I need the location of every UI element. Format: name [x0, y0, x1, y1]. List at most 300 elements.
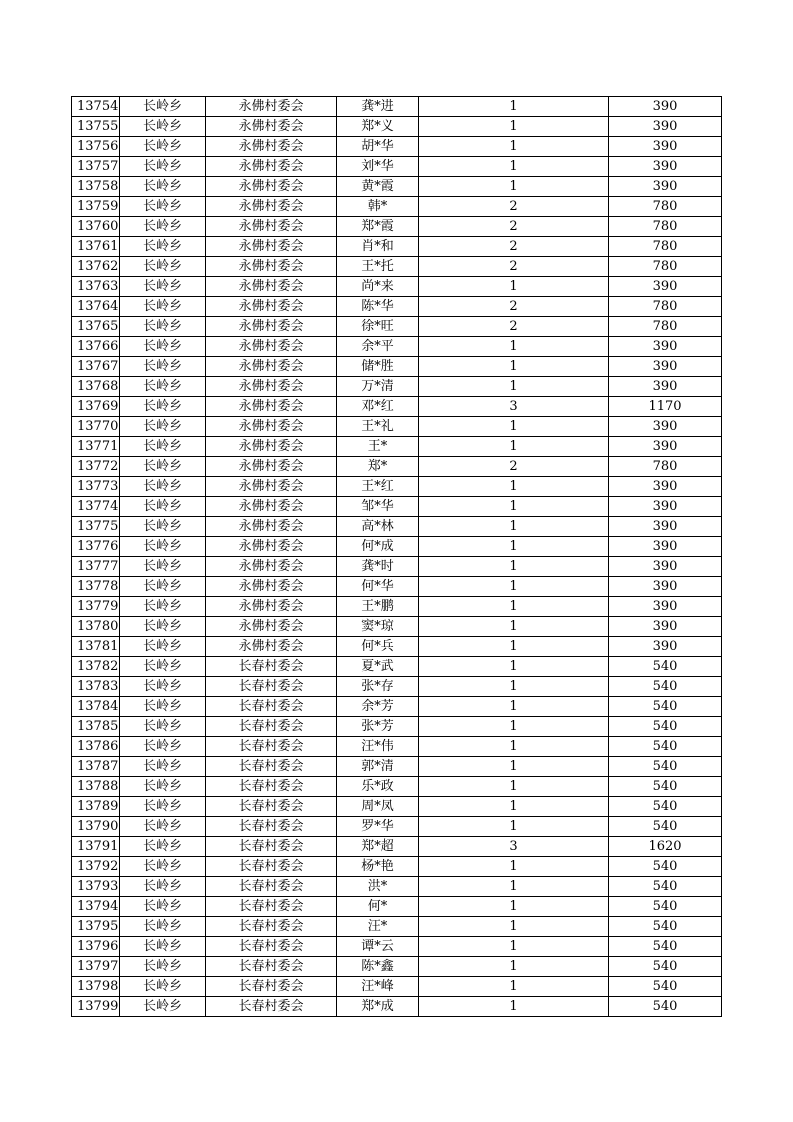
- table-row: [72, 337, 722, 357]
- village-committee-cell: 长春村委会: [206, 997, 337, 1017]
- name-cell: 王*托: [337, 257, 419, 277]
- township-cell: 长岭乡: [120, 597, 206, 617]
- count-cell: 1: [419, 657, 609, 677]
- table-row: [72, 897, 722, 917]
- name-cell: 杨*艳: [337, 857, 419, 877]
- amount-cell: 390: [609, 557, 722, 577]
- township-cell: 长岭乡: [120, 697, 206, 717]
- table-row: [72, 137, 722, 157]
- row-number-cell: 13787: [72, 757, 120, 777]
- name-cell: 夏*武: [337, 657, 419, 677]
- township-cell: 长岭乡: [120, 557, 206, 577]
- village-committee-cell: 永佛村委会: [206, 377, 337, 397]
- name-cell: 徐*旺: [337, 317, 419, 337]
- row-number-cell: 13798: [72, 977, 120, 997]
- amount-cell: 540: [609, 877, 722, 897]
- name-cell: 邓*红: [337, 397, 419, 417]
- row-number-cell: 13769: [72, 397, 120, 417]
- township-cell: 长岭乡: [120, 917, 206, 937]
- township-cell: 长岭乡: [120, 437, 206, 457]
- township-cell: 长岭乡: [120, 257, 206, 277]
- amount-cell: 390: [609, 377, 722, 397]
- name-cell: 郑*霞: [337, 217, 419, 237]
- table-row: [72, 557, 722, 577]
- township-cell: 长岭乡: [120, 797, 206, 817]
- village-committee-cell: 长春村委会: [206, 957, 337, 977]
- row-number-cell: 13772: [72, 457, 120, 477]
- village-committee-cell: 长春村委会: [206, 697, 337, 717]
- village-committee-cell: 永佛村委会: [206, 457, 337, 477]
- village-committee-cell: 永佛村委会: [206, 617, 337, 637]
- table-row: [72, 497, 722, 517]
- township-cell: 长岭乡: [120, 477, 206, 497]
- table-row: [72, 677, 722, 697]
- count-cell: 1: [419, 177, 609, 197]
- amount-cell: 540: [609, 777, 722, 797]
- row-number-cell: 13759: [72, 197, 120, 217]
- township-cell: 长岭乡: [120, 937, 206, 957]
- name-cell: 王*: [337, 437, 419, 457]
- count-cell: 1: [419, 857, 609, 877]
- count-cell: 1: [419, 757, 609, 777]
- village-committee-cell: 长春村委会: [206, 937, 337, 957]
- village-committee-cell: 永佛村委会: [206, 97, 337, 117]
- count-cell: 1: [419, 597, 609, 617]
- row-number-cell: 13764: [72, 297, 120, 317]
- row-number-cell: 13779: [72, 597, 120, 617]
- name-cell: 周*凤: [337, 797, 419, 817]
- row-number-cell: 13793: [72, 877, 120, 897]
- amount-cell: 540: [609, 657, 722, 677]
- amount-cell: 540: [609, 797, 722, 817]
- table-row: [72, 997, 722, 1017]
- row-number-cell: 13756: [72, 137, 120, 157]
- table-body: [72, 97, 722, 1017]
- village-committee-cell: 长春村委会: [206, 777, 337, 797]
- name-cell: 张*芳: [337, 717, 419, 737]
- township-cell: 长岭乡: [120, 277, 206, 297]
- row-number-cell: 13789: [72, 797, 120, 817]
- township-cell: 长岭乡: [120, 317, 206, 337]
- row-number-cell: 13763: [72, 277, 120, 297]
- township-cell: 长岭乡: [120, 337, 206, 357]
- table-row: [72, 517, 722, 537]
- township-cell: 长岭乡: [120, 957, 206, 977]
- township-cell: 长岭乡: [120, 117, 206, 137]
- table-row: [72, 177, 722, 197]
- amount-cell: 390: [609, 437, 722, 457]
- village-committee-cell: 永佛村委会: [206, 317, 337, 337]
- table-row: [72, 217, 722, 237]
- row-number-cell: 13761: [72, 237, 120, 257]
- township-cell: 长岭乡: [120, 837, 206, 857]
- name-cell: 黄*霞: [337, 177, 419, 197]
- amount-cell: 390: [609, 617, 722, 637]
- village-committee-cell: 永佛村委会: [206, 177, 337, 197]
- name-cell: 郑*超: [337, 837, 419, 857]
- amount-cell: 1620: [609, 837, 722, 857]
- count-cell: 1: [419, 697, 609, 717]
- row-number-cell: 13754: [72, 97, 120, 117]
- count-cell: 1: [419, 97, 609, 117]
- amount-cell: 540: [609, 957, 722, 977]
- township-cell: 长岭乡: [120, 357, 206, 377]
- name-cell: 乐*政: [337, 777, 419, 797]
- table-row: [72, 577, 722, 597]
- village-committee-cell: 长春村委会: [206, 877, 337, 897]
- count-cell: 2: [419, 197, 609, 217]
- table-row: [72, 657, 722, 677]
- count-cell: 1: [419, 977, 609, 997]
- township-cell: 长岭乡: [120, 717, 206, 737]
- row-number-cell: 13799: [72, 997, 120, 1017]
- village-committee-cell: 永佛村委会: [206, 597, 337, 617]
- row-number-cell: 13758: [72, 177, 120, 197]
- township-cell: 长岭乡: [120, 297, 206, 317]
- table-row: [72, 837, 722, 857]
- name-cell: 何*成: [337, 537, 419, 557]
- township-cell: 长岭乡: [120, 777, 206, 797]
- row-number-cell: 13762: [72, 257, 120, 277]
- row-number-cell: 13778: [72, 577, 120, 597]
- count-cell: 1: [419, 377, 609, 397]
- table-row: [72, 477, 722, 497]
- township-cell: 长岭乡: [120, 617, 206, 637]
- count-cell: 1: [419, 997, 609, 1017]
- row-number-cell: 13776: [72, 537, 120, 557]
- amount-cell: 540: [609, 717, 722, 737]
- township-cell: 长岭乡: [120, 677, 206, 697]
- amount-cell: 390: [609, 477, 722, 497]
- amount-cell: 780: [609, 237, 722, 257]
- amount-cell: 390: [609, 97, 722, 117]
- name-cell: 龚*进: [337, 97, 419, 117]
- row-number-cell: 13790: [72, 817, 120, 837]
- name-cell: 汪*伟: [337, 737, 419, 757]
- name-cell: 汪*: [337, 917, 419, 937]
- township-cell: 长岭乡: [120, 737, 206, 757]
- row-number-cell: 13777: [72, 557, 120, 577]
- village-committee-cell: 永佛村委会: [206, 197, 337, 217]
- count-cell: 1: [419, 437, 609, 457]
- village-committee-cell: 永佛村委会: [206, 477, 337, 497]
- row-number-cell: 13791: [72, 837, 120, 857]
- count-cell: 1: [419, 957, 609, 977]
- table-row: [72, 437, 722, 457]
- table-row: [72, 857, 722, 877]
- count-cell: 1: [419, 637, 609, 657]
- table-row: [72, 157, 722, 177]
- amount-cell: 540: [609, 897, 722, 917]
- amount-cell: 390: [609, 157, 722, 177]
- row-number-cell: 13785: [72, 717, 120, 737]
- township-cell: 长岭乡: [120, 897, 206, 917]
- amount-cell: 540: [609, 757, 722, 777]
- table-row: [72, 697, 722, 717]
- name-cell: 刘*华: [337, 157, 419, 177]
- name-cell: 尚*来: [337, 277, 419, 297]
- count-cell: 1: [419, 157, 609, 177]
- table-row: [72, 257, 722, 277]
- township-cell: 长岭乡: [120, 137, 206, 157]
- table-row: [72, 377, 722, 397]
- township-cell: 长岭乡: [120, 857, 206, 877]
- row-number-cell: 13788: [72, 777, 120, 797]
- row-number-cell: 13775: [72, 517, 120, 537]
- row-number-cell: 13768: [72, 377, 120, 397]
- count-cell: 2: [419, 297, 609, 317]
- count-cell: 1: [419, 357, 609, 377]
- township-cell: 长岭乡: [120, 537, 206, 557]
- data-table: [71, 96, 722, 1017]
- table-row: [72, 277, 722, 297]
- amount-cell: 390: [609, 277, 722, 297]
- count-cell: 1: [419, 117, 609, 137]
- village-committee-cell: 永佛村委会: [206, 357, 337, 377]
- village-committee-cell: 永佛村委会: [206, 217, 337, 237]
- township-cell: 长岭乡: [120, 577, 206, 597]
- village-committee-cell: 长春村委会: [206, 917, 337, 937]
- row-number-cell: 13784: [72, 697, 120, 717]
- amount-cell: 540: [609, 977, 722, 997]
- row-number-cell: 13755: [72, 117, 120, 137]
- row-number-cell: 13771: [72, 437, 120, 457]
- amount-cell: 390: [609, 177, 722, 197]
- amount-cell: 390: [609, 137, 722, 157]
- village-committee-cell: 永佛村委会: [206, 237, 337, 257]
- table-row: [72, 957, 722, 977]
- name-cell: 郑*成: [337, 997, 419, 1017]
- township-cell: 长岭乡: [120, 637, 206, 657]
- table-row: [72, 457, 722, 477]
- amount-cell: 540: [609, 937, 722, 957]
- count-cell: 2: [419, 257, 609, 277]
- amount-cell: 540: [609, 917, 722, 937]
- amount-cell: 780: [609, 317, 722, 337]
- name-cell: 龚*时: [337, 557, 419, 577]
- village-committee-cell: 永佛村委会: [206, 257, 337, 277]
- count-cell: 1: [419, 897, 609, 917]
- count-cell: 1: [419, 797, 609, 817]
- village-committee-cell: 永佛村委会: [206, 537, 337, 557]
- table-row: [72, 717, 722, 737]
- village-committee-cell: 长春村委会: [206, 737, 337, 757]
- count-cell: 1: [419, 817, 609, 837]
- name-cell: 谭*云: [337, 937, 419, 957]
- village-committee-cell: 长春村委会: [206, 797, 337, 817]
- row-number-cell: 13795: [72, 917, 120, 937]
- township-cell: 长岭乡: [120, 757, 206, 777]
- township-cell: 长岭乡: [120, 177, 206, 197]
- amount-cell: 390: [609, 417, 722, 437]
- row-number-cell: 13780: [72, 617, 120, 637]
- row-number-cell: 13783: [72, 677, 120, 697]
- amount-cell: 540: [609, 817, 722, 837]
- row-number-cell: 13782: [72, 657, 120, 677]
- village-committee-cell: 永佛村委会: [206, 437, 337, 457]
- table-row: [72, 757, 722, 777]
- table-row: [72, 297, 722, 317]
- amount-cell: 1170: [609, 397, 722, 417]
- township-cell: 长岭乡: [120, 197, 206, 217]
- table-row: [72, 197, 722, 217]
- table-row: [72, 977, 722, 997]
- count-cell: 1: [419, 737, 609, 757]
- township-cell: 长岭乡: [120, 237, 206, 257]
- name-cell: 张*存: [337, 677, 419, 697]
- amount-cell: 390: [609, 117, 722, 137]
- row-number-cell: 13796: [72, 937, 120, 957]
- table-row: [72, 917, 722, 937]
- table-row: [72, 737, 722, 757]
- name-cell: 王*礼: [337, 417, 419, 437]
- row-number-cell: 13765: [72, 317, 120, 337]
- village-committee-cell: 永佛村委会: [206, 137, 337, 157]
- count-cell: 1: [419, 717, 609, 737]
- amount-cell: 780: [609, 257, 722, 277]
- name-cell: 洪*: [337, 877, 419, 897]
- name-cell: 韩*: [337, 197, 419, 217]
- township-cell: 长岭乡: [120, 497, 206, 517]
- name-cell: 余*平: [337, 337, 419, 357]
- amount-cell: 540: [609, 697, 722, 717]
- table-row: [72, 97, 722, 117]
- name-cell: 肖*和: [337, 237, 419, 257]
- township-cell: 长岭乡: [120, 817, 206, 837]
- count-cell: 1: [419, 557, 609, 577]
- name-cell: 储*胜: [337, 357, 419, 377]
- township-cell: 长岭乡: [120, 997, 206, 1017]
- name-cell: 何*: [337, 897, 419, 917]
- village-committee-cell: 永佛村委会: [206, 297, 337, 317]
- amount-cell: 780: [609, 197, 722, 217]
- name-cell: 高*林: [337, 517, 419, 537]
- name-cell: 陈*鑫: [337, 957, 419, 977]
- row-number-cell: 13770: [72, 417, 120, 437]
- township-cell: 长岭乡: [120, 397, 206, 417]
- name-cell: 窦*琼: [337, 617, 419, 637]
- count-cell: 1: [419, 677, 609, 697]
- village-committee-cell: 永佛村委会: [206, 157, 337, 177]
- amount-cell: 780: [609, 217, 722, 237]
- amount-cell: 390: [609, 597, 722, 617]
- township-cell: 长岭乡: [120, 97, 206, 117]
- count-cell: 1: [419, 537, 609, 557]
- table-row: [72, 817, 722, 837]
- village-committee-cell: 永佛村委会: [206, 397, 337, 417]
- amount-cell: 390: [609, 637, 722, 657]
- count-cell: 2: [419, 317, 609, 337]
- count-cell: 1: [419, 917, 609, 937]
- count-cell: 1: [419, 517, 609, 537]
- amount-cell: 540: [609, 677, 722, 697]
- row-number-cell: 13794: [72, 897, 120, 917]
- name-cell: 余*芳: [337, 697, 419, 717]
- count-cell: 1: [419, 477, 609, 497]
- township-cell: 长岭乡: [120, 517, 206, 537]
- table-row: [72, 357, 722, 377]
- village-committee-cell: 长春村委会: [206, 677, 337, 697]
- amount-cell: 540: [609, 857, 722, 877]
- township-cell: 长岭乡: [120, 217, 206, 237]
- table-row: [72, 417, 722, 437]
- amount-cell: 540: [609, 737, 722, 757]
- row-number-cell: 13757: [72, 157, 120, 177]
- row-number-cell: 13792: [72, 857, 120, 877]
- table-row: [72, 237, 722, 257]
- village-committee-cell: 永佛村委会: [206, 337, 337, 357]
- amount-cell: 390: [609, 577, 722, 597]
- name-cell: 郑*义: [337, 117, 419, 137]
- row-number-cell: 13774: [72, 497, 120, 517]
- township-cell: 长岭乡: [120, 977, 206, 997]
- count-cell: 1: [419, 137, 609, 157]
- row-number-cell: 13760: [72, 217, 120, 237]
- village-committee-cell: 长春村委会: [206, 977, 337, 997]
- village-committee-cell: 长春村委会: [206, 897, 337, 917]
- row-number-cell: 13773: [72, 477, 120, 497]
- village-committee-cell: 长春村委会: [206, 717, 337, 737]
- amount-cell: 780: [609, 297, 722, 317]
- row-number-cell: 13781: [72, 637, 120, 657]
- amount-cell: 780: [609, 457, 722, 477]
- count-cell: 1: [419, 937, 609, 957]
- village-committee-cell: 永佛村委会: [206, 557, 337, 577]
- count-cell: 1: [419, 277, 609, 297]
- row-number-cell: 13766: [72, 337, 120, 357]
- count-cell: 3: [419, 837, 609, 857]
- name-cell: 胡*华: [337, 137, 419, 157]
- count-cell: 1: [419, 497, 609, 517]
- name-cell: 郭*清: [337, 757, 419, 777]
- name-cell: 汪*峰: [337, 977, 419, 997]
- amount-cell: 390: [609, 497, 722, 517]
- name-cell: 罗*华: [337, 817, 419, 837]
- name-cell: 王*红: [337, 477, 419, 497]
- table-row: [72, 317, 722, 337]
- row-number-cell: 13767: [72, 357, 120, 377]
- count-cell: 1: [419, 877, 609, 897]
- village-committee-cell: 永佛村委会: [206, 637, 337, 657]
- township-cell: 长岭乡: [120, 417, 206, 437]
- table-row: [72, 877, 722, 897]
- name-cell: 郑*: [337, 457, 419, 477]
- village-committee-cell: 永佛村委会: [206, 277, 337, 297]
- row-number-cell: 13797: [72, 957, 120, 977]
- name-cell: 邹*华: [337, 497, 419, 517]
- amount-cell: 390: [609, 517, 722, 537]
- table-row: [72, 117, 722, 137]
- count-cell: 3: [419, 397, 609, 417]
- amount-cell: 390: [609, 537, 722, 557]
- row-number-cell: 13786: [72, 737, 120, 757]
- count-cell: 1: [419, 337, 609, 357]
- village-committee-cell: 永佛村委会: [206, 417, 337, 437]
- table-row: [72, 397, 722, 417]
- amount-cell: 390: [609, 357, 722, 377]
- name-cell: 陈*华: [337, 297, 419, 317]
- count-cell: 1: [419, 617, 609, 637]
- township-cell: 长岭乡: [120, 877, 206, 897]
- township-cell: 长岭乡: [120, 377, 206, 397]
- village-committee-cell: 长春村委会: [206, 857, 337, 877]
- township-cell: 长岭乡: [120, 157, 206, 177]
- count-cell: 1: [419, 417, 609, 437]
- township-cell: 长岭乡: [120, 457, 206, 477]
- village-committee-cell: 永佛村委会: [206, 577, 337, 597]
- village-committee-cell: 长春村委会: [206, 837, 337, 857]
- count-cell: 1: [419, 777, 609, 797]
